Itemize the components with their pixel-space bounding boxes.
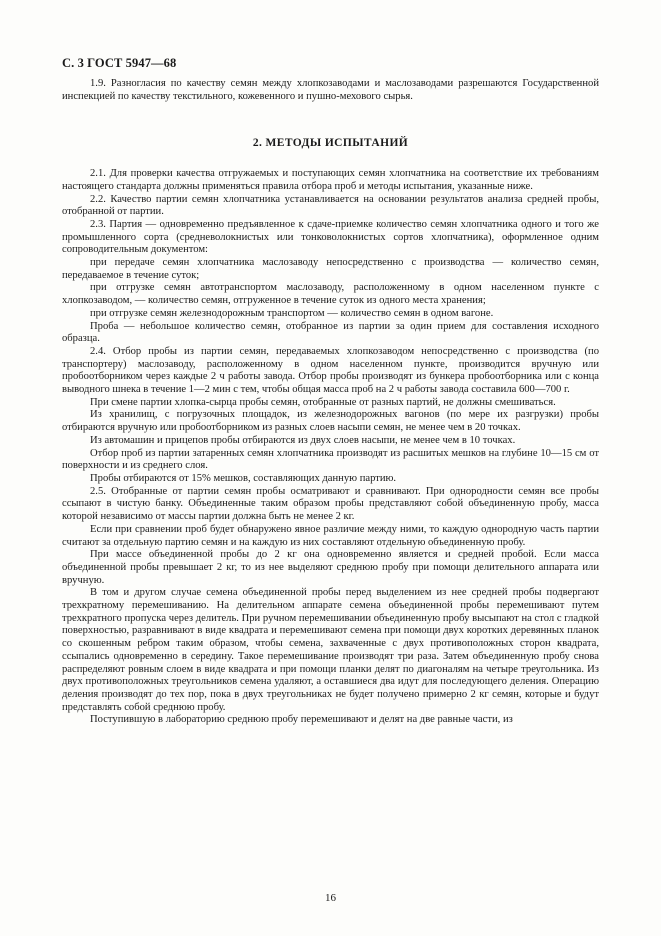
paragraph-2-4-storage: Из хранилищ, с погрузочных площадок, из железнодорожных вагонов (по мере их разгрузки) пробы отбираются вручную или пробоотборником из разных слоев насыпи семян, не менее чем в 20 точках. — [62, 409, 599, 434]
paragraph-2-4-vehicles: Из автомашин и прицепов пробы отбираются из двух слоев насыпи, не менее чем в 10 точках. — [90, 434, 516, 446]
paragraph-2-4-bags: Отбор проб из партии затаренных семян хлопчатника производят из расшитых мешков на глубине 10—15 см от поверхности и из среднего слоя. — [62, 447, 599, 472]
running-header: С. 3 ГОСТ 5947—68 — [62, 56, 177, 70]
paragraph-2-1: 2.1. Для проверки качества отгружаемых и поступающих семян хлопчатника на соответствие их требованиям настоящего стандарта должны применяться правила отбора проб и методы испытания, указанные ниже. — [62, 168, 599, 192]
paragraph-1-9: 1.9. Разногласия по качеству семян между хлопкозаводами и маслозаводами разрешаются Государственной инспекцией по качеству текстильного, кожевенного и пушно-мехового сырья. — [62, 78, 599, 102]
paragraph-2-5-laboratory: Поступившую в лабораторию среднюю пробу перемешивают и делят на две равные части, из — [90, 714, 513, 726]
paragraph-2-3-item-rail-transport: при отгрузке семян железнодорожным транспортом — количество семян в одном вагоне. — [90, 307, 494, 319]
paragraph-definition-sample: Проба — небольшое количество семян, отобранное из партии за один прием для составления исходного образца. — [62, 320, 599, 345]
page-number: 16 — [325, 892, 336, 904]
paragraph-2-5-differences: Если при сравнении проб будет обнаружено явное различие между ними, то каждую однородную часть партии считают за отдельную партию семян и на каждую из них составляют отдельную объединенную пробу. — [62, 523, 599, 548]
paragraph-2-3-item-auto-transport: при отгрузке семян автотранспортом маслозаводу, расположенному в одном населенном пункте с хлопкозаводом, — количество семян, отгруженное в течение суток из одного места хранения; — [62, 282, 599, 307]
document-body — [62, 78, 599, 727]
paragraph-2-2: 2.2. Качество партии семян хлопчатника устанавливается на основании результатов анализа средней пробы, отобранной от партии. — [62, 193, 599, 218]
section-title: 2. МЕТОДЫ ИСПЫТАНИЙ — [252, 137, 409, 150]
paragraph-2-3: 2.3. Партия — одновременно предъявленное к сдаче-приемке количество семян хлопчатника одного и того же промышленного сорта (средневолокнистых или тонковолокнистых сортов хлопчатника), оформленное одним сопроводительным документом: — [62, 218, 599, 256]
paragraph-2-5: 2.5. Отобранные от партии семян пробы осматривают и сравнивают. При однородности семян все пробы ссыпают в чистую банку. Объединенные таким образом пробы представляют собой объединенную пробу, масса которой независимо от массы партии должна быть не менее 2 кг. — [62, 485, 599, 523]
paragraph-2-5-mass: При массе объединенной пробы до 2 кг она одновременно является и средней пробой. Если масса объединенной пробы превышает 2 кг, то из нее выделяют среднюю пробу при помощи делительного аппарата или вручную. — [62, 549, 599, 586]
paragraph-2-4-bags-percent: Пробы отбираются от 15% мешков, составляющих данную партию. — [90, 472, 397, 484]
paragraph-2-3-item-production: при передаче семян хлопчатника маслозаводу непосредственно с производства — количество семян, передаваемое в течение суток; — [62, 257, 599, 281]
paragraph-2-5-mixing: В том и другом случае семена объединенной пробы перед выделением из нее средней пробы подвергают трехкратному перемешиванию. На делительном аппарате семена объединенной пробы перемешивают путем трехкратного пропуска через делитель. При ручном перемешивании объединенную пробу высыпают на стол с гладкой поверхностью, разравнивают в виде квадрата и перемешивают семена при помощи двух коротких деревянных планок со скошенным ребром таким образом, чтобы семена, захваченные с двух противоположных сторон квадрата, ссыпались одновременно в середину. Такое перемешивание производят три раза. Затем объединенную пробу снова распределяют ровным слоем в виде квадрата и при помощи планки делят по диагоналям на четыре треугольника. Из двух противоположных треугольников семена удаляют, а оставшиеся два идут для последующего деления. Операцию деления производят до тех пор, пока в двух треугольниках не будет получено примерно 2 кг семян, которые и будут представлять собой среднюю пробу. — [62, 587, 599, 713]
paragraph-2-4-batch-change: При смене партии хлопка-сырца пробы семян, отобранные от разных партий, не должны смешиваться. — [90, 396, 556, 408]
paragraph-2-4: 2.4. Отбор пробы из партии семян, передаваемых хлопкозаводом непосредственно с производства (по транспортеру) маслозаводу, расположенному в одном населенном пункте, производится вручную или пробоотборником через каждые 2 ч работы завода. Отбор пробы производят из бункера пробоотборника или с конца выводного шнека в течение 1—2 мин с тем, чтобы общая масса проб на 2 ч работы завода составила 600—700 г. — [62, 345, 599, 396]
